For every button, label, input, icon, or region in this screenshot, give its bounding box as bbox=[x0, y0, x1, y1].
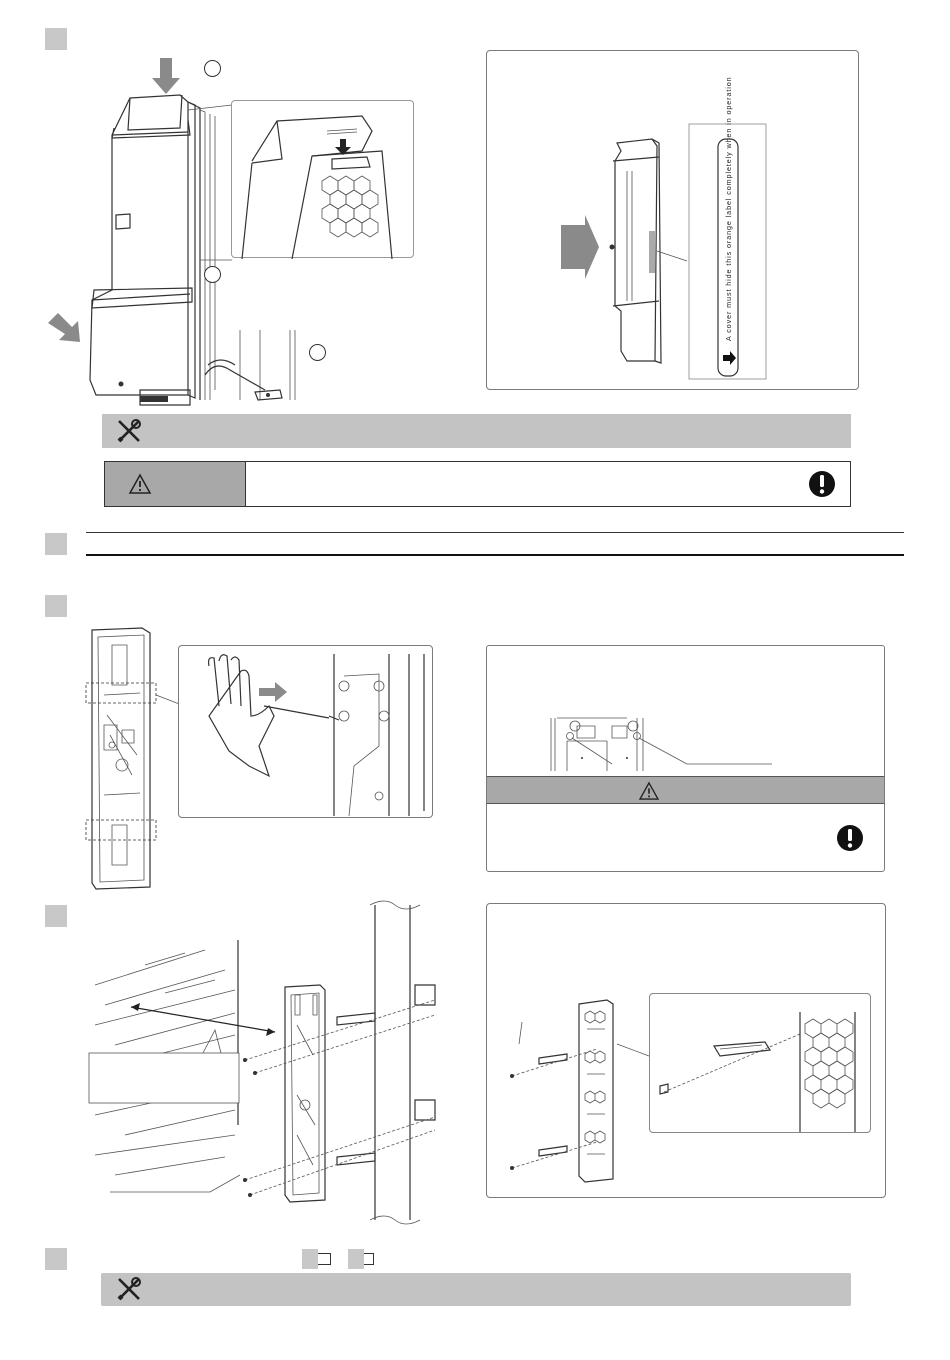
reference-icon-2 bbox=[348, 1249, 378, 1269]
tool-bar-2 bbox=[101, 1273, 851, 1306]
pole-mounting-panel bbox=[486, 903, 886, 1198]
step-marker-1 bbox=[45, 28, 67, 50]
wrench-screwdriver-icon bbox=[116, 418, 142, 444]
step-marker-3 bbox=[45, 905, 67, 927]
detail-callout-top-cover bbox=[231, 100, 414, 258]
section-rule bbox=[86, 532, 904, 556]
warning-triangle-icon bbox=[639, 782, 659, 800]
caution-header-1 bbox=[105, 462, 246, 506]
sub-step-circle-2 bbox=[204, 266, 221, 283]
screw-tightening-illustration bbox=[200, 330, 310, 410]
caution-box-1 bbox=[104, 461, 851, 507]
svg-text:A cover must hide this orange: A cover must hide this orange label completely when in operation bbox=[724, 76, 733, 341]
gray-arrow-icon bbox=[561, 215, 599, 279]
step-marker-4 bbox=[45, 1248, 67, 1270]
warning-triangle-icon bbox=[129, 474, 151, 494]
exclamation-circle-icon bbox=[808, 470, 836, 498]
pole-bracket-detail bbox=[649, 993, 871, 1133]
section-marker bbox=[45, 533, 67, 555]
caution-header-2 bbox=[487, 776, 884, 804]
reference-icon-1 bbox=[302, 1249, 332, 1269]
exclamation-circle-icon bbox=[836, 824, 864, 852]
orange-label-panel bbox=[486, 50, 859, 390]
base-unit-front-illustration bbox=[82, 625, 162, 895]
sub-step-circle-1 bbox=[204, 60, 221, 77]
screw-position-panel bbox=[486, 645, 885, 872]
step-marker-2 bbox=[45, 595, 67, 617]
wall-pole-mounting-illustration bbox=[85, 895, 445, 1225]
sub-step-circle-3 bbox=[309, 344, 326, 361]
wrench-screwdriver-icon bbox=[116, 1276, 142, 1302]
orange-label-text bbox=[721, 76, 735, 341]
screw-removal-callout bbox=[178, 645, 433, 818]
tool-bar-1 bbox=[102, 414, 851, 448]
